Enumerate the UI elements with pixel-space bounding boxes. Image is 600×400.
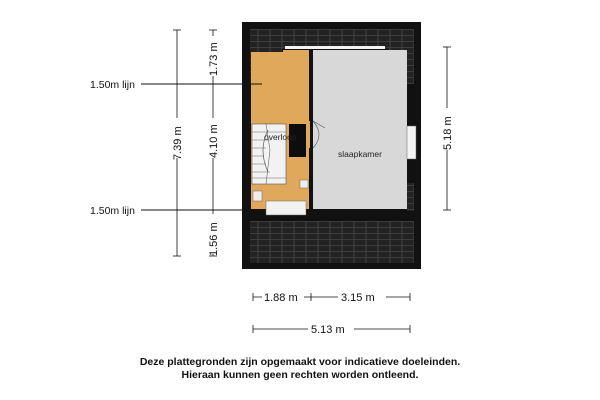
dim-top-section-text: 1.73 m — [208, 42, 220, 76]
line-label-top: 1.50m lijn — [90, 79, 135, 91]
disclaimer — [0, 356, 600, 382]
window-right — [407, 126, 416, 159]
roof-bottom — [250, 221, 414, 263]
dim-total-height-text: 7.39 m — [172, 126, 184, 160]
interior-wall — [309, 50, 313, 121]
cabinet — [266, 201, 306, 215]
window-top — [285, 46, 385, 49]
dim-bottom-section-text: 1.56 m — [208, 222, 220, 256]
dim-right-height-text: 5.18 m — [442, 116, 454, 150]
landing-floor-upper — [283, 50, 309, 84]
disclaimer-line-2: Hieraan kunnen geen rechten worden ontleend. — [181, 369, 419, 381]
dim-width-left-text: 1.88 m — [264, 292, 298, 304]
dim-middle-section-text: 4.10 m — [208, 124, 220, 158]
appliance — [300, 180, 308, 188]
dim-total-width-text: 5.13 m — [311, 324, 345, 336]
room-label-overloop: overloop — [264, 132, 297, 142]
interior-wall-lower — [309, 148, 313, 209]
room-label-slaapkamer: slaapkamer — [338, 149, 382, 159]
dim-width-right-text: 3.15 m — [341, 292, 375, 304]
sink — [253, 191, 262, 201]
roof-right-lower — [407, 183, 414, 211]
line-label-bottom: 1.50m lijn — [90, 205, 135, 217]
bedroom-right-strip — [388, 84, 407, 209]
disclaimer-line-1: Deze plattegronden zijn opgemaakt voor indicatieve doeleinden. — [139, 356, 461, 368]
